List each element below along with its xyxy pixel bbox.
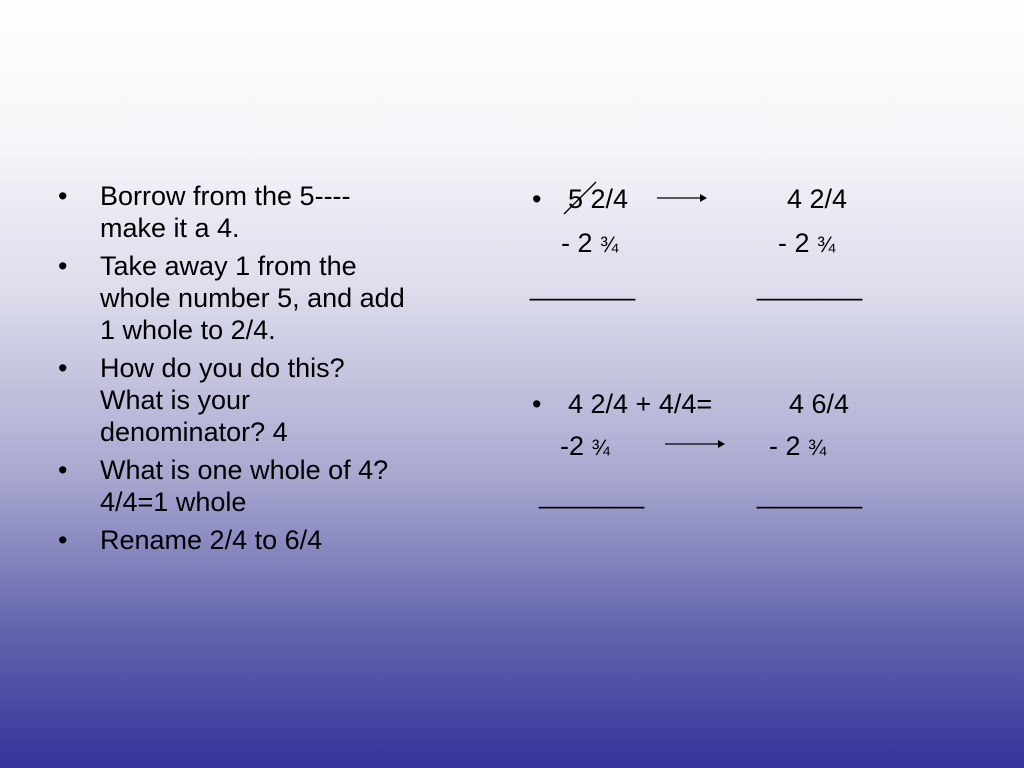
problem-1-subtrahend-renamed	[778, 227, 835, 261]
bullet-text: What is one whole of 4?	[100, 455, 389, 485]
answer-line: _______	[757, 479, 863, 509]
right-arrow-icon	[664, 436, 726, 452]
bullet-text: How do you do this?	[100, 353, 345, 383]
bullet-text: 1 whole to 2/4.	[100, 315, 276, 345]
bullet-text: 4/4=1 whole	[100, 487, 247, 517]
problem-2-subtrahend	[560, 430, 610, 464]
right-arrow-icon	[656, 190, 708, 206]
bullet-item	[58, 180, 498, 244]
bullet-text: What is your	[100, 385, 251, 415]
problem-2-subtrahend-renamed	[769, 430, 826, 464]
bullet-item	[58, 352, 498, 448]
subtrahend-whole: - 2	[769, 431, 809, 461]
left-column	[58, 180, 498, 562]
bullet-text: Borrow from the 5----	[100, 181, 351, 211]
bullet-glyph: •	[58, 525, 68, 555]
bullet-glyph: •	[58, 353, 68, 383]
subtrahend-fraction: ¾	[600, 232, 619, 257]
problem-1-start: 5 2/4	[568, 184, 629, 214]
strikethrough-mark	[560, 178, 600, 218]
bullet-text: whole number 5, and add	[100, 283, 405, 313]
bullet-text: make it a 4.	[100, 213, 240, 243]
answer-line: _______	[757, 271, 863, 301]
bullet-item	[58, 454, 498, 518]
bullet-list	[58, 180, 498, 556]
subtrahend-fraction: ¾	[817, 232, 836, 257]
answer-line: _______	[530, 271, 636, 301]
subtrahend-fraction: ¾	[591, 435, 610, 460]
bullet-glyph: •	[532, 389, 542, 419]
bullet-text: denominator? 4	[100, 417, 288, 447]
bullet-text: Take away 1 from the	[100, 251, 357, 281]
problem-2-result: 4 6/4	[789, 389, 850, 419]
answer-line: _______	[539, 479, 645, 509]
bullet-text: Rename 2/4 to 6/4	[100, 525, 323, 555]
bullet-item	[58, 524, 498, 556]
problem-2-start: 4 2/4 + 4/4=	[568, 389, 713, 419]
bullet-glyph: •	[58, 455, 68, 485]
problem-1-subtrahend	[561, 227, 618, 261]
bullet-glyph: •	[58, 181, 68, 211]
subtrahend-whole: - 2	[778, 228, 818, 258]
bullet-item	[58, 250, 498, 346]
subtrahend-whole: -2	[560, 431, 592, 461]
problem-1-result: 4 2/4	[787, 184, 848, 214]
subtrahend-fraction: ¾	[808, 435, 827, 460]
bullet-glyph: •	[532, 184, 542, 214]
bullet-glyph: •	[58, 251, 68, 281]
subtrahend-whole: - 2	[561, 228, 601, 258]
